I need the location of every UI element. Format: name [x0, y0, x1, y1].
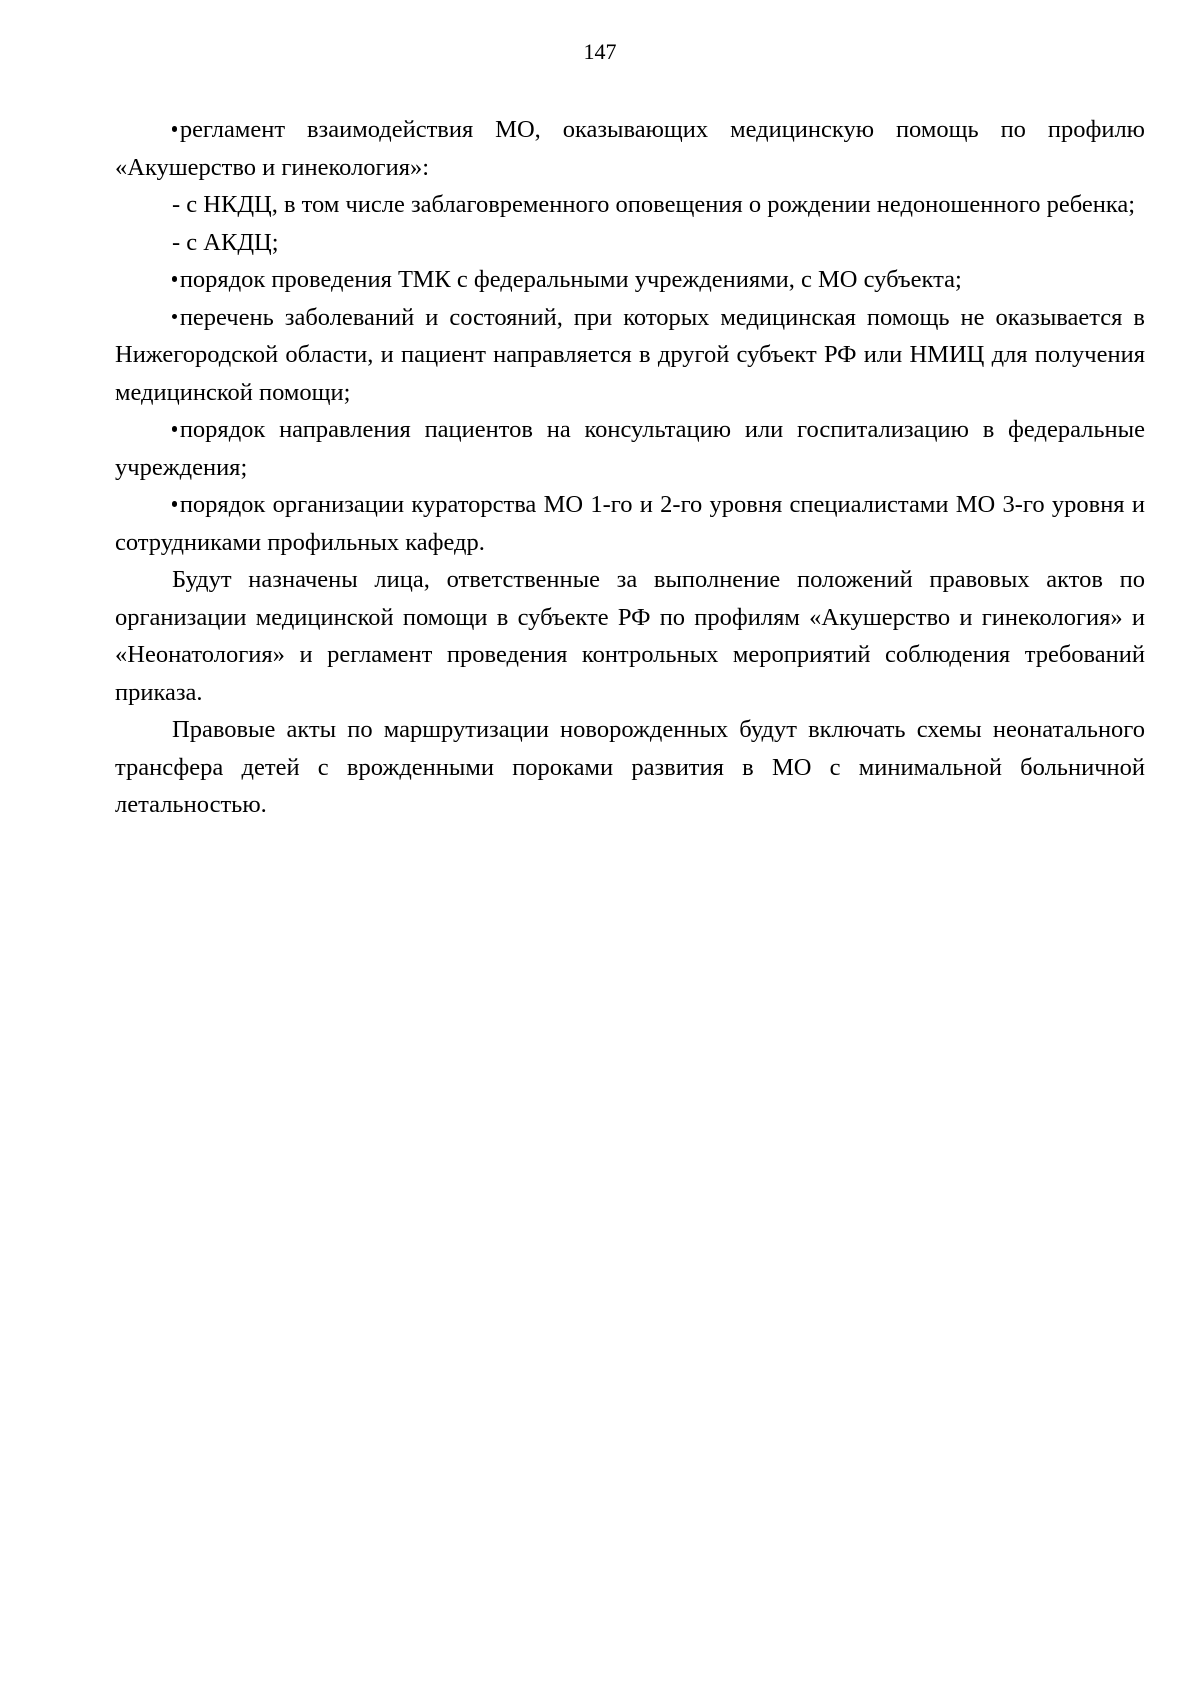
bullet-item-disease-list — [115, 299, 1145, 412]
paragraph-text: - с НКДЦ, в том числе заблаговременного оповещения о рождении недоношенного ребенка; — [172, 191, 1136, 218]
paragraph-text: регламент взаимодействия МО, оказывающих медицинскую помощь по профилю «Акушерство и гинекология»: — [115, 116, 1145, 181]
document-body — [115, 111, 1145, 824]
bullet-item-referral — [115, 411, 1145, 486]
bullet-icon — [172, 126, 177, 131]
bullet-icon — [172, 426, 177, 431]
bullet-icon — [172, 501, 177, 506]
paragraph-newborn-routing — [115, 711, 1145, 824]
bullet-item-tmk — [115, 261, 1145, 299]
paragraph-text: Правовые акты по маршрутизации новорожденных будут включать схемы неонатального трансфера детей с врожденными пороками развития в МО с минимальной больничной летальностью. — [115, 716, 1145, 818]
paragraph-text: Будут назначены лица, ответственные за выполнение положений правовых актов по организации медицинской помощи в субъекте РФ по профилям «Акушерство и гинекология» и «Неонатология» и регламент проведения контрольных мероприятий соблюдения требований приказа. — [115, 566, 1145, 706]
paragraph-text: перечень заболеваний и состояний, при которых медицинская помощь не оказывается в Нижегородской области, и пациент направляется в другой субъект РФ или НМИЦ для получения медицинской помощи; — [115, 303, 1145, 406]
bullet-item-regulation — [115, 111, 1145, 186]
bullet-icon — [172, 276, 177, 281]
paragraph-text: порядок проведения ТМК с федеральными учреждениями, с МО субъекта; — [179, 266, 962, 293]
bullet-icon — [172, 314, 177, 319]
paragraph-responsible-persons — [115, 561, 1145, 711]
bullet-item-curatorship — [115, 486, 1145, 561]
sub-item-nkdc — [115, 186, 1145, 224]
paragraph-text: порядок направления пациентов на консультацию или госпитализацию в федеральные учреждения; — [115, 416, 1145, 481]
sub-item-akdc — [115, 224, 1145, 262]
paragraph-text: порядок организации кураторства МО 1-го и 2-го уровня специалистами МО 3-го уровня и сотрудниками профильных кафедр. — [115, 491, 1145, 556]
page-number: 147 — [583, 39, 617, 64]
paragraph-text: - с АКДЦ; — [172, 228, 279, 256]
